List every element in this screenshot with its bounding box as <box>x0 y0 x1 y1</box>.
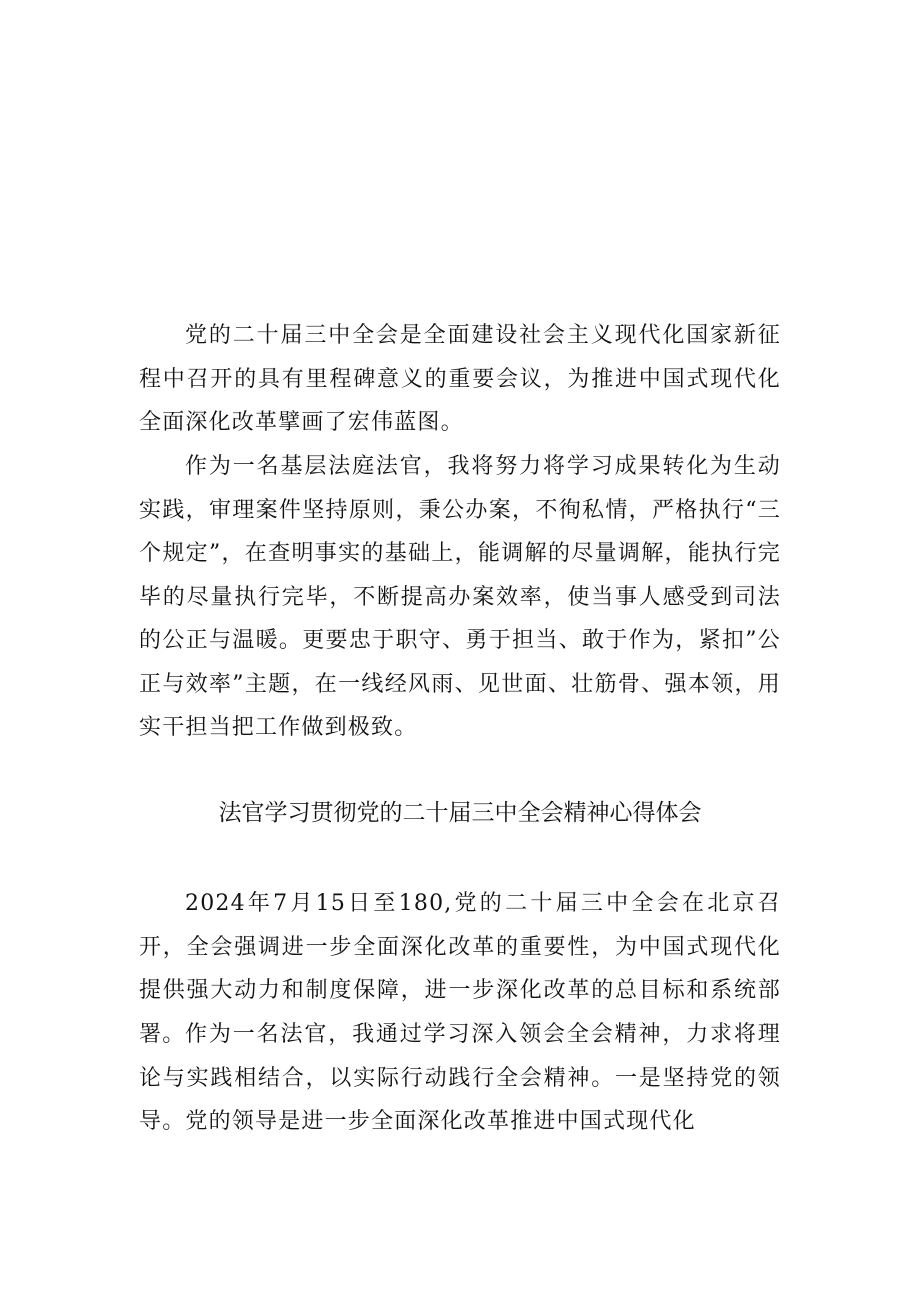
section-heading: 法官学习贯彻党的二十届三中全会精神心得体会 <box>218 800 702 826</box>
paragraph-judge-study: 作为一名法官，我通过学习深入领会全会精神，力求将理论与实践相结合，以实际行动践行全会精神。一是坚持党的领导。党的领导是进一步全面深化改革推进中国式现代化 <box>139 1022 781 1134</box>
paragraph-intro: 党的二十届三中全会是全面建设社会主义现代化国家新征程中召开的具有里程碑意义的重要会议，为推进中国式现代化全面深化改革擘画了宏伟蓝图。 <box>139 323 781 435</box>
paragraph-commitment: 作为一名基层法庭法官，我将努力将学习成果转化为生动实践，审理案件坚持原则，秉公办案，不徇私情，严格执行“三个规定”，在查明事实的基础上，能调解的尽量调解，能执行完毕的尽量执行完毕，不断提高办案效率，使当事人感受到司法的公正与温暖。更要忠于职守、勇于担当、敢于作为，紧扣”公正与效率”主题，在一线经风雨、见世面、壮筋骨、强本领，用实干担当把工作做到极致。 <box>139 454 781 740</box>
paragraph-plenum-date: 2024年7月15日至180,党的二十届三中全会在北京召开，全会强调进一步全面深化改革的重要性，为中国式现代化提供强大动力和制度保障，进一步深化改革的总目标和系统部署。 <box>139 891 781 1047</box>
